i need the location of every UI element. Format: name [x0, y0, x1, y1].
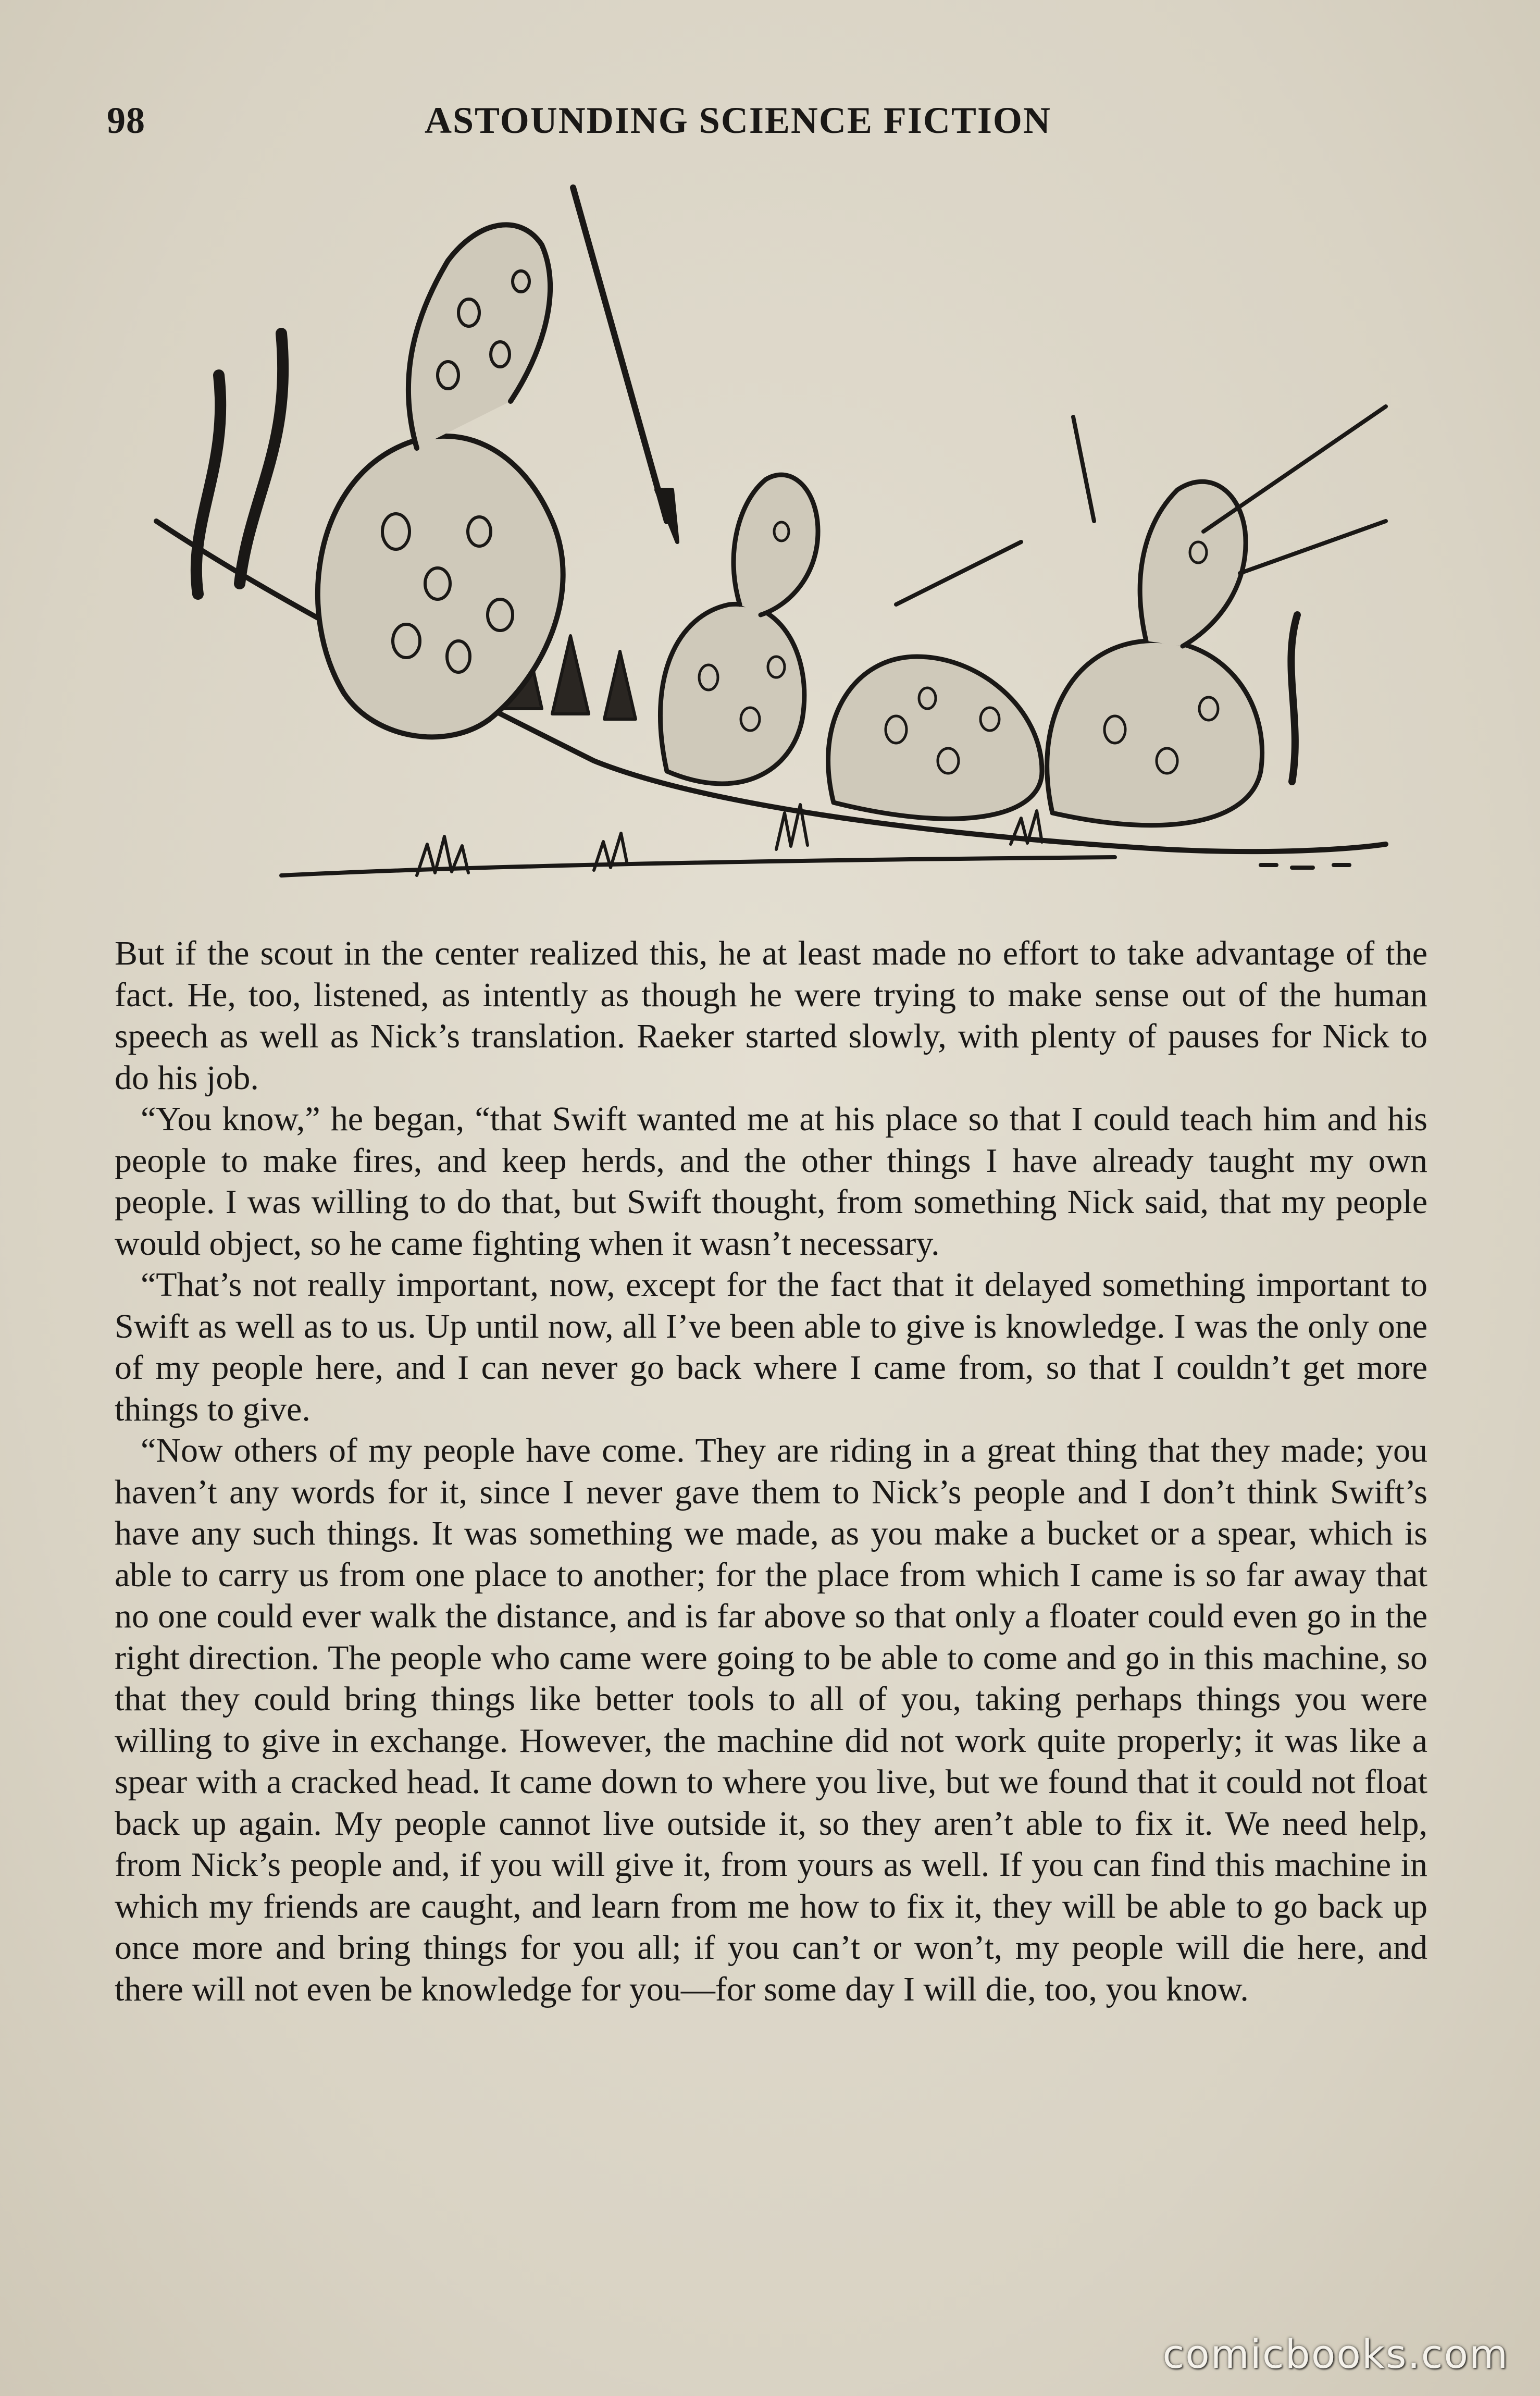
alien-riders-illustration	[125, 156, 1417, 896]
source-watermark: comicbooks.com	[1162, 2331, 1509, 2377]
paragraph-2: “You know,” he began, “that Swift wanted me at his place so that I could teach him and his people to make fires, and keep herds, and the other things I have already taught my own people. I was willing to do that, but Swift thought, from something Nick said, that my people would object, so he came fighting when it wasn’t necessary.	[115, 1100, 1427, 1263]
running-title: ASTOUNDING SCIENCE FICTION	[425, 100, 1051, 141]
middle-alien-rider	[660, 475, 818, 784]
rider-spear-2	[896, 542, 1021, 604]
rider-spear	[573, 188, 667, 521]
paragraph-3: “That’s not really important, now, except for the fact that it delayed something important to Swift as well as to us. Up until now, all I’ve been able to give is knowledge. I was the only one of my people here, and I can never go back where I came from, so that I couldn’t get more things to give.	[115, 1266, 1427, 1428]
right-alien-rider	[1047, 406, 1386, 825]
rider-spear-3	[1203, 406, 1386, 532]
story-text	[115, 933, 1427, 2010]
big-alien-rider	[318, 188, 677, 737]
page-header	[107, 99, 1440, 151]
page-number: 98	[107, 100, 145, 141]
rider-spear-4	[1240, 521, 1386, 573]
paragraph-4: “Now others of my people have come. They are riding in a great thing that they made; you haven’t any words for it, since I never gave them to Nick’s people and I don’t think Swift’s have any such things. It was something we made, as you make a bucket or a spear, which is able to carry us from one place to another; for the place from which I came is so far away that no one could ever walk the distance, and is far above so that only a floater could even go in the right direction. The people who came were going to be able to come and go in this machine, so that they could bring things like better tools to all of you, taking perhaps things you were willing to give in exchange. However, the machine did not work quite properly; it was like a spear with a cracked head. It came down to where you live, but we found that it could not float back up again. My people cannot live outside it, so they aren’t able to fix it. We need help, from Nick’s people and, if you will give it, from yours as well. If you can find this machine in which my friends are caught, and learn from me how to fix it, they will be able to go back up once more and bring things for you all; if you can’t or won’t, my people will die here, and there will not even be knowledge for you—for some day I will die, too, you know.	[115, 1431, 1427, 2008]
paragraph-1: But if the scout in the center realized this, he at least made no effort to take advantage of the fact. He, too, listened, as intently as though he were trying to make sense out of the human speech as well as Nick’s translation. Raeker started slowly, with plenty of pauses for Nick to do his job.	[115, 934, 1427, 1097]
raised-club	[1073, 417, 1094, 521]
third-alien-rider	[828, 542, 1042, 819]
